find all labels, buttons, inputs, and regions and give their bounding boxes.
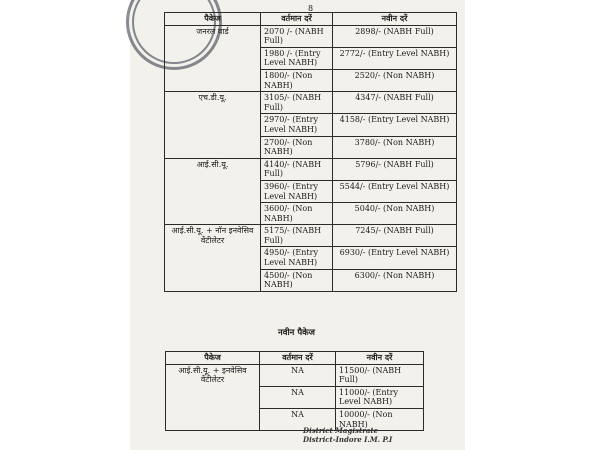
current-rate-cell: 1800/- (Non NABH) bbox=[261, 69, 333, 91]
section-title: नवीन पैकेज bbox=[278, 328, 315, 338]
package-cell: आई.सी.यू. bbox=[165, 158, 261, 225]
current-rate-cell: 2070 /- (NABH Full) bbox=[261, 25, 333, 47]
new-package-table bbox=[165, 351, 424, 431]
package-cell: एच.डी.यू. bbox=[165, 92, 261, 159]
current-rate-cell: NA bbox=[260, 408, 336, 430]
signature-line-2: District-Indore I.M. P.I bbox=[303, 435, 393, 445]
new-rate-cell: 7245/- (NABH Full) bbox=[333, 225, 457, 247]
new-rate-cell: 2898/- (NABH Full) bbox=[333, 25, 457, 47]
current-rate-cell: 4140/- (NABH Full) bbox=[261, 158, 333, 180]
new-rate-cell: 6300/- (Non NABH) bbox=[333, 269, 457, 291]
header-new-rates: नवीन दरें bbox=[333, 13, 457, 26]
package-cell: आई.सी.यू. + नॉन इनवेसिव वेंटीलेटर bbox=[165, 225, 261, 292]
current-rate-cell: 4950/- (Entry Level NABH) bbox=[261, 247, 333, 269]
table-row bbox=[165, 158, 457, 180]
current-rate-cell: 5175/- (NABH Full) bbox=[261, 225, 333, 247]
new-rate-cell: 6930/- (Entry Level NABH) bbox=[333, 247, 457, 269]
new-rate-cell: 5544/- (Entry Level NABH) bbox=[333, 180, 457, 202]
new-rate-cell: 5040/- (Non NABH) bbox=[333, 203, 457, 225]
table-header-row bbox=[166, 352, 424, 365]
signature-block bbox=[303, 426, 392, 444]
current-rate-cell: 3600/- (Non NABH) bbox=[261, 203, 333, 225]
header-current-rates: वर्तमान दरें bbox=[261, 13, 333, 26]
header-new-rates: नवीन दरें bbox=[336, 352, 424, 365]
signature-line-1: District Magistrate bbox=[303, 426, 379, 435]
current-rate-cell: 1980 /- (Entry Level NABH) bbox=[261, 47, 333, 69]
new-rate-cell: 10000/- (Non NABH) bbox=[336, 408, 424, 430]
page-number: 8 bbox=[308, 4, 314, 13]
new-rate-cell: 3780/- (Non NABH) bbox=[333, 136, 457, 158]
header-current-rates: वर्तमान दरें bbox=[260, 352, 336, 365]
current-rates-table bbox=[164, 12, 457, 292]
current-rate-cell: NA bbox=[260, 386, 336, 408]
table-row bbox=[165, 225, 457, 247]
current-rate-cell: 2700/- (Non NABH) bbox=[261, 136, 333, 158]
current-rate-cell: 3960/- (Entry Level NABH) bbox=[261, 180, 333, 202]
package-cell: जनरल वार्ड bbox=[165, 25, 261, 92]
new-rate-cell: 4347/- (NABH Full) bbox=[333, 92, 457, 114]
package-cell: आई.सी.यू. + इनवेसिव वेंटीलेटर bbox=[166, 364, 260, 431]
new-rate-cell: 5796/- (NABH Full) bbox=[333, 158, 457, 180]
current-rate-cell: 3105/- (NABH Full) bbox=[261, 92, 333, 114]
new-rate-cell: 2772/- (Entry Level NABH) bbox=[333, 47, 457, 69]
new-rate-cell: 11500/- (NABH Full) bbox=[336, 364, 424, 386]
table-header-row bbox=[165, 13, 457, 26]
current-rate-cell: 2970/- (Entry Level NABH) bbox=[261, 114, 333, 136]
header-package: पैकेज bbox=[166, 352, 260, 365]
table-row bbox=[165, 25, 457, 47]
new-rate-cell: 2520/- (Non NABH) bbox=[333, 69, 457, 91]
header-package: पैकेज bbox=[165, 13, 261, 26]
table-row bbox=[166, 364, 424, 386]
current-rate-cell: 4500/- (Non NABH) bbox=[261, 269, 333, 291]
new-rate-cell: 11000/- (Entry Level NABH) bbox=[336, 386, 424, 408]
new-rate-cell: 4158/- (Entry Level NABH) bbox=[333, 114, 457, 136]
current-rate-cell: NA bbox=[260, 364, 336, 386]
table-row bbox=[165, 92, 457, 114]
